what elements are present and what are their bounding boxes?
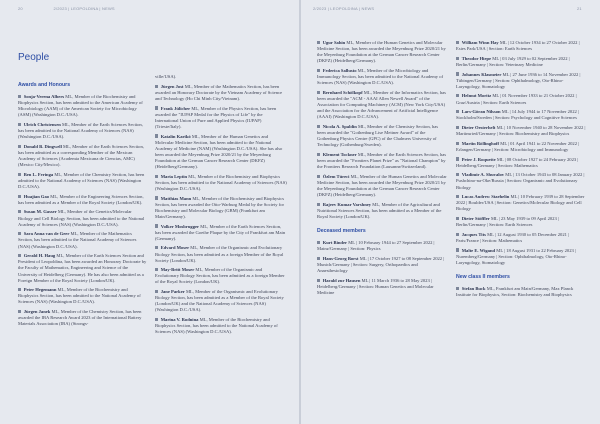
member-details: ML, Member of the Biochemistry and Biophysics Section, has been admitted to the National Academy of Sciences (NAS) (Washington D.C./USA). [155, 317, 278, 335]
bullet-square-icon [456, 217, 459, 220]
member-entry [456, 40, 586, 52]
member-details: ML | 17 October 1927 to 08 September 2022 | Munich/Germany | Section: Surgery, Orthopaedics and Anaesthesiology [317, 255, 445, 274]
member-details: ML, Member of the Organismic and Evolutionary Biology Section, has been admitted as a foreign Member of the Royal Society (London/UK). [155, 245, 284, 263]
continued-text: ville/USA). [155, 74, 177, 79]
bullet-square-icon [317, 279, 320, 282]
bullet-square-icon [456, 195, 459, 198]
member-entry [456, 216, 586, 228]
member-details: ML | 10 November 1940 to 28 November 2022 | Martinsried/Germany | Section: Biochemistry and Biophysics [456, 125, 586, 137]
bullet-square-icon [456, 126, 459, 129]
member-details: ML | 03 July 1929 to 02 September 2022 | Berlin/Germany | Section: Veterinary Medicine [456, 55, 570, 67]
member-details: ML, Member of the Chemistry Section, has been awarded the "Gothenburg Lise Meitner Award" of the Gothenburg Physics Centre (GPC) of the Chalmers University of Technology (Gothenburg/Sweden). [317, 123, 439, 148]
member-name: Sara Anna van de Geer [23, 231, 70, 237]
bullet-square-icon [18, 232, 21, 235]
member-details: ML | 13 October 1943 to 08 January 2022 | Pushchino-na-Oke/Russia | Section: Organismic and Evolutionary Biology [456, 172, 585, 190]
member-name: Vladimir A. Shuvalov [461, 172, 505, 178]
member-entry [456, 286, 586, 298]
member-entry [456, 72, 586, 90]
bullet-square-icon [155, 224, 158, 227]
member-name: Hans-Georg Borst [322, 255, 359, 261]
member-entry [155, 196, 287, 220]
member-name: Dieter Oesterhelt [461, 125, 496, 130]
member-entry [18, 231, 147, 249]
member-entry [317, 174, 447, 198]
bullet-square-icon [317, 91, 320, 94]
member-name: Frank Jülicher [160, 105, 191, 111]
member-name: Sonja-Verena Albers [23, 94, 65, 99]
member-entry [18, 122, 147, 140]
member-entry [155, 84, 287, 102]
member-entry [317, 202, 447, 220]
member-name: Jürgen Janek [23, 309, 51, 315]
member-entry [155, 267, 287, 285]
member-name: Peter J. Roquette [461, 156, 496, 162]
member-entry [155, 289, 287, 313]
member-name: Rajeev Kumar Varshney [322, 201, 372, 207]
bullet-square-icon [456, 41, 459, 44]
member-entry [456, 56, 586, 68]
right-folio: 21 [576, 6, 582, 11]
member-details: ML, Member of the Biochemistry and Biophysics Section, has been admitted to the American Academy of Microbiology (AAM) of the American Society for Microbiology (ASM) (Washington D.C./USA). [18, 94, 143, 118]
member-details: ML, Member of the Organismic and Evolutionary Biology Section, has been admitted as a Member of the Royal Society (London/UK) and the National Academy of Sciences (NAS) (Washington D.C./USA). [155, 289, 284, 313]
bullet-square-icon [18, 123, 21, 126]
member-name: Marina V. Rodnina [160, 317, 199, 323]
left-content [18, 74, 287, 335]
member-name: Klement Tockner [322, 151, 357, 157]
member-entry [456, 125, 586, 137]
bullet-square-icon [456, 233, 459, 236]
member-entry [155, 317, 287, 335]
member-details: ML | 27 June 1936 to 14 November 2022 | Tübingen/Germany | Section: Ophthalmology, Oto-Rhino-Laryngology, Stomatology [456, 71, 581, 89]
member-details: ML, Member of the Biochemistry and Biophysics Section, has been admitted to the National Academy of Sciences (NAS) (Washington D.C./USA). [18, 287, 141, 305]
member-details: ML, Member of the Chemistry Section, has been awarded the IBA Research Award 2023 of the International Battery Materials Association (IBA) (Strongs- [18, 309, 142, 327]
bullet-square-icon [155, 318, 158, 321]
member-details: ML | 23 May 1939 to 09 April 2023 | Berlin/Germany | Section: Earth Sciences [456, 216, 559, 228]
member-entry [18, 253, 147, 283]
bullet-square-icon [155, 268, 158, 271]
bullet-square-icon [18, 145, 21, 148]
bullet-square-icon [155, 175, 158, 178]
member-name: Maria Leptin [160, 173, 188, 179]
member-name: Bernhard Schölkopf [322, 89, 363, 95]
bullet-square-icon [155, 246, 158, 249]
right-column-1 [317, 40, 447, 300]
bullet-square-icon [155, 196, 158, 199]
member-details: ML, Member of the Microbiology and Immunology Section, has been admitted to the National Academy of Sciences (NAS) (Washington D.C./USA). [317, 67, 444, 86]
member-entry [155, 106, 287, 130]
bullet-square-icon [456, 287, 459, 290]
member-entry [18, 144, 147, 168]
bullet-square-icon [317, 41, 320, 44]
bullet-square-icon [18, 173, 21, 176]
member-entry [317, 40, 447, 64]
member-details: ML, Member of the Agricultural and Nutritional Sciences Section, has been admitted as a Member of the Royal Society (London/UK). [317, 201, 442, 219]
member-name: May-Britt Moser [160, 267, 195, 273]
member-details: ML, Member of the Earth Sciences Section, has been awarded the "Frontiers Planet Prize" as "National Champion" by the Frontiers Research Foundation (Lausanne/Switzerland). [317, 151, 447, 170]
member-details: ML | 01 November 1933 to 21 October 2022 | Graz/Austria | Section: Earth Sciences [456, 93, 577, 105]
member-name: Dieter Stöffler [461, 216, 490, 222]
bullet-square-icon [456, 57, 459, 60]
member-entry [456, 248, 586, 266]
page-title: People [18, 52, 50, 63]
member-entry [456, 232, 586, 244]
bullet-square-icon [18, 95, 21, 98]
member-details: ML, Member of the Earth Sciences Section, has been awarded the Goethe Plaque by the City of Frankfurt am Main (Germany). [155, 223, 286, 241]
member-name: Katalin Karikó [160, 133, 191, 139]
bullet-square-icon [317, 175, 320, 178]
member-name: Johannes Klasmeier [461, 71, 502, 77]
section-heading-awards: Awards and Honours [18, 82, 71, 88]
member-entry [155, 134, 287, 171]
member-details: ML, Frankfurt am Main/Germany, Max Planck Institute for Biophysics, Section: Biochemistry and Biophysics [456, 286, 574, 298]
member-name: Özlem Türeci [322, 173, 350, 179]
bullet-square-icon [155, 85, 158, 88]
right-page [301, 0, 600, 424]
left-running-header [18, 6, 115, 11]
member-name: Huajian Gao [23, 193, 50, 199]
member-name: Helmut Moritz [461, 93, 492, 99]
member-details: ML | 12 October 1934 to 27 October 2022 | Estes Park/USA | Section: Earth Sciences [456, 40, 580, 52]
member-name: Nicola A. Spaldin [322, 123, 357, 129]
left-column-1 [18, 94, 147, 331]
member-details: ML, Member of the Human Genetics and Molecular Medicine Section, has been awarded the Meyenburg Prize 2020/21 by the Meyenburg Foundation at the German Cancer Research Center (DKFZ) (Heidelberg/Germany). [317, 173, 447, 198]
member-name: Susan M. Gasser [23, 209, 57, 215]
member-details: ML, Member of the Biochemistry and Biophysics Section, has been admitted to the National Academy of Sciences (NAS) (Washington D.C./USA). [155, 173, 287, 191]
bullet-square-icon [456, 157, 459, 160]
member-entry [456, 194, 586, 212]
member-entry [317, 90, 447, 120]
left-page [0, 0, 299, 424]
member-entry [456, 93, 586, 105]
member-entry [317, 240, 447, 252]
member-entry [155, 224, 287, 242]
section-heading-deceased: Deceased members [317, 228, 366, 234]
right-column-2 [456, 40, 586, 302]
member-name: Harald zur Hausen [322, 277, 361, 283]
bullet-square-icon [317, 257, 320, 260]
member-name: Martin Röllinghoff [461, 140, 500, 146]
bullet-square-icon [317, 203, 320, 206]
member-details: ML, Member of the Human Genetics and Molecular Medicine Section, has been awarded the Meyenburg Prize 2020/21 by the Meyenburg Foundation at the German Cancer Research Center (DKFZ) (Heidelberg/Germany). [317, 40, 446, 64]
member-details: ML, Member of the Earth Sciences Section, has been admitted as a corresponding Member of the Mexican Academy of Sciences (Academia Mexicana de Ciencias, AMC) (Mexico City/Mexico). [18, 143, 144, 168]
member-entry [456, 109, 586, 121]
member-details: ML | 11 March 1936 to 28 May 2023 | Heidelberg/Germany | Section: Human Genetics and Molecular Medicine [317, 277, 434, 295]
bullet-square-icon [18, 288, 21, 291]
member-name: Ben L. Feringa [23, 171, 54, 177]
member-details: ML, Member of the Organismic and Evolutionary Biology Section, has been admitted as a foreign Member of the Royal Society (London/UK). [155, 267, 285, 285]
member-name: Gerald H. Haug [23, 253, 56, 259]
member-name: Ugur Sahin [322, 40, 346, 45]
member-entry [317, 68, 447, 86]
member-name: Matthias Mann [160, 195, 192, 201]
bullet-square-icon [456, 94, 459, 97]
bullet-square-icon [456, 142, 459, 145]
member-details: ML, Member of the Earth Sciences Section and President of Leopoldina, has been awarded an Honorary Doctorate by the Faculty of Mathematics, Engineering and Science of the University of Heidelberg (Germany). He has also been admitted as a Foreign Member of the Royal Society (London/UK). [18, 253, 147, 283]
member-details: ML | 10 February 1939 to 28 September 2022 | Boulder/USA | Section: Genetics/Molecular Biology and Cell Biology [456, 194, 585, 212]
bullet-square-icon [317, 69, 320, 72]
member-entry [18, 309, 147, 327]
bullet-square-icon [456, 248, 459, 251]
member-details: ML | 08 October 1927 to 24 February 2023 | Heidelberg/Germany | Section: Mathematics [456, 156, 579, 168]
bullet-square-icon [155, 106, 158, 109]
member-details: ML, Member of the Chemistry Section, has been admitted to the National Academy of Sciences (NAS) (Washington D.C./USA). [18, 171, 145, 189]
member-name: Peter Hegemann [23, 287, 57, 293]
member-name: Ulrich Christensen [23, 121, 61, 127]
member-name: Lucas Andrew Staehelin [461, 194, 510, 200]
member-details: ML, Member of the Biochemistry and Biophysics Section, has been awarded the Otto-Warburg Medal by the Society for Biochemistry and Molecular Biology (GBM) (Frankfurt am Main/Germany). [155, 195, 285, 219]
member-entry [317, 124, 447, 148]
member-entry [155, 245, 287, 263]
member-details: ML, Member of the Mathematics Section, has been admitted to the National Academy of Sciences (NAS) (Washington D.C./USA). [18, 231, 137, 249]
member-details: ML, Member of the Informatics Section, has been awarded the "ACM - AAAI Allen Newell Award" of the Association for Computing Machinery (ACM) (New York City/USA) and the Association for the Advancement of Artificial Intelligence (AAAI) (Washington D.C./USA). [317, 89, 446, 120]
member-details: ML, Member of the Mathematics Section, has been awarded an Honorary Doctorate by the Vietnam Academy of Science and Technology (Ho Chi Minh City/Vietnam). [155, 83, 283, 101]
bullet-square-icon [456, 110, 459, 113]
member-entry [18, 287, 147, 305]
member-name: William Winn Hay [461, 40, 499, 45]
member-name: Jane Parker [160, 289, 185, 295]
left-column-2 [155, 74, 287, 339]
member-entry [18, 94, 147, 118]
member-name: Kurt Binder [322, 240, 348, 246]
member-name: Jacques Tits [461, 231, 486, 237]
member-details: ML, Member of the Earth Sciences Section, has been admitted to the National Academy of Sciences (NAS) (Washington D.C./USA). [18, 121, 143, 140]
bullet-square-icon [456, 72, 459, 75]
bullet-square-icon [155, 290, 158, 293]
member-entry [317, 152, 447, 170]
member-entry [456, 157, 586, 169]
section-heading-new-members: New class II members [456, 273, 510, 280]
member-details: ML | 10 February 1944 to 27 September 2022 | Mainz/Germany | Section: Physics [317, 240, 435, 252]
member-details: ML | 18 August 1931 to 22 February 2023 | Nuremberg/Germany | Section: Ophthalmology, Oto-Rhino-Laryngology, Stomatology [456, 247, 576, 265]
member-name: Donald B. Dingwell [23, 143, 62, 149]
bullet-square-icon [18, 195, 21, 198]
bullet-square-icon [18, 210, 21, 213]
member-name: Jürgen Jost [160, 83, 184, 89]
member-entry [317, 278, 447, 296]
member-name: Malte E. Wigand [461, 247, 496, 253]
bullet-square-icon [456, 173, 459, 176]
left-running-title: 2/2023 | LEOPOLDINA | NEWS [53, 6, 115, 11]
member-entry [18, 194, 147, 206]
bullet-square-icon [317, 241, 320, 244]
member-details: ML | 12 August 1930 to 05 December 2021 | Paris/France | Section: Mathematics [456, 231, 569, 243]
member-entry [456, 172, 586, 190]
member-details: ML, Member of the Physics Section, has been awarded the "IUPAP Medal for the Physics of Life" by the International Union of Pure and Applied Physics (IUPAP) (Trieste/Italy). [155, 105, 277, 129]
right-running-header [313, 6, 582, 11]
member-name: Volker Mosbrugger [160, 223, 200, 229]
member-details: ML, Member of the Genetics/Molecular Biology and Cell Biology Section, has been admitted to the National Academy of Sciences (NAS) (Washington D.C./USA). [18, 209, 145, 227]
member-details: ML, Member of the Engineering Sciences Section, has been admitted as a Member of the Royal Society (London/UK). [18, 193, 144, 205]
member-entry [456, 141, 586, 153]
right-running-title: 2/2023 | LEOPOLDINA | NEWS [313, 6, 375, 11]
member-entry [18, 209, 147, 227]
member-details: ML | 14 July 1944 to 17 November 2022 | Stockholm/Sweden | Section: Psychology and Cognitive Sciences [456, 109, 579, 121]
member-name: Stefan Buck [461, 286, 486, 292]
member-entry [155, 174, 287, 192]
member-entry [317, 256, 447, 274]
member-details: ML | 01 April 1941 to 22 November 2022 | Erlangen/Germany | Section: Microbiology and Immunology [456, 140, 580, 152]
left-folio: 20 [18, 6, 23, 11]
bullet-square-icon [18, 254, 21, 257]
member-name: Edvard Moser [160, 245, 190, 251]
member-name: Theodor Hiepe [461, 55, 492, 61]
bullet-square-icon [317, 125, 320, 128]
bullet-square-icon [317, 153, 320, 156]
member-entry [18, 172, 147, 190]
member-name: Federica Sallusto [322, 67, 357, 73]
member-name: Lars-Göran Nilsson [461, 109, 501, 115]
member-details: ML, Member of the Human Genetics and Molecular Medicine Section, has been admitted to the National Academy of Medicine (NAM) (Washington D.C./USA). She has also been awarded the Meyenburg Prize 2020/21 by the Meyenburg Foundation at the German Cancer Research Center (DKFZ) (Heidelberg/Germany). [155, 133, 283, 169]
bullet-square-icon [155, 134, 158, 137]
bullet-square-icon [18, 310, 21, 313]
